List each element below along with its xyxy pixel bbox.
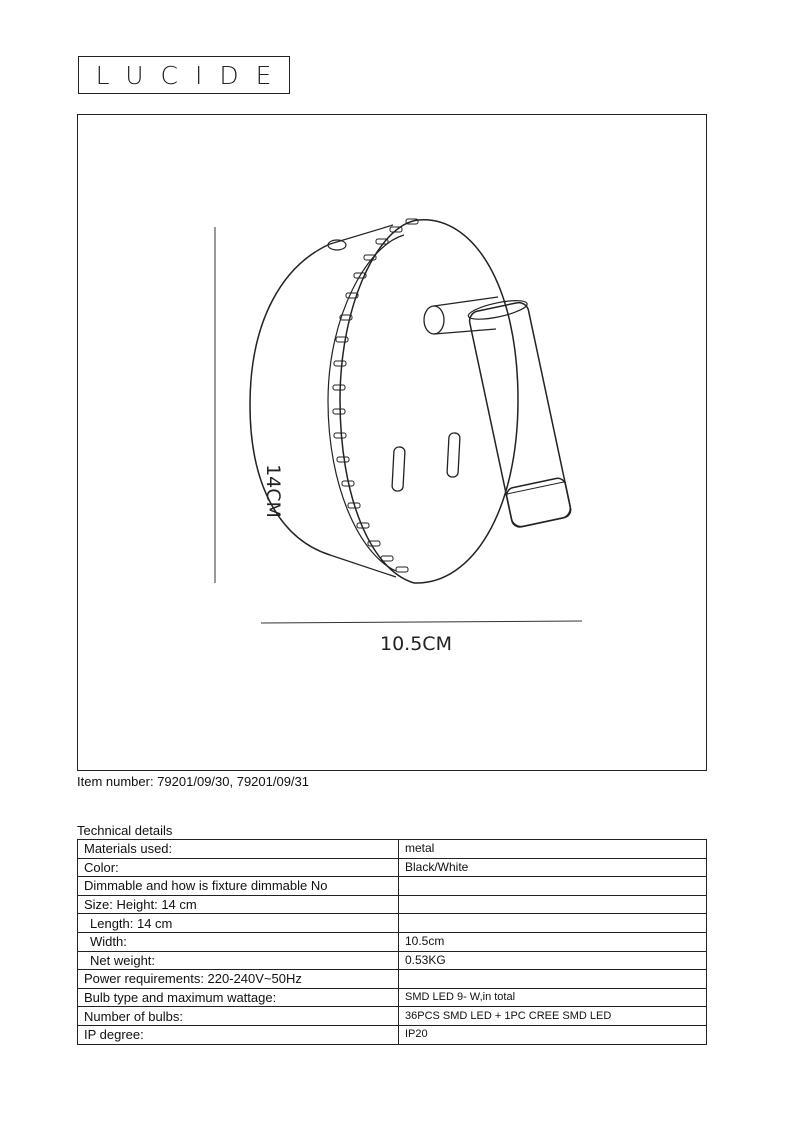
table-row [78,840,707,859]
spec-value: 0.53KG [399,951,707,970]
spec-value: 10.5cm [399,932,707,951]
spec-value [399,914,707,933]
table-row [78,932,707,951]
spec-label: Bulb type and maximum wattage: [78,988,399,1007]
ring-ridges [333,219,418,572]
spec-value: SMD LED 9- W,in total [399,988,707,1007]
table-row [78,988,707,1007]
spec-label: Dimmable and how is fixture dimmable No [78,877,399,896]
table-row [78,970,707,989]
width-dimension-label: 10.5CM [380,633,452,655]
spec-label: Size: Height: 14 cm [78,895,399,914]
spec-label: Number of bulbs: [78,1007,399,1026]
spec-value: Black/White [399,858,707,877]
table-row [78,1025,707,1044]
table-row [78,914,707,933]
spec-label: Net weight: [78,951,399,970]
brand-logo-text: LUCIDE [95,60,289,90]
spec-value: metal [399,840,707,859]
spec-value [399,970,707,989]
technical-details-table [77,839,707,1045]
product-drawing [77,114,707,771]
table-row [78,858,707,877]
table-row [78,1007,707,1026]
height-dimension-label: 14CM [261,464,284,518]
technical-details-title: Technical details [77,823,173,838]
spec-label: Power requirements: 220-240V~50Hz [78,970,399,989]
table-row [78,877,707,896]
spec-label: IP degree: [78,1025,399,1044]
spec-label: Color: [78,858,399,877]
brand-logo [78,56,290,94]
table-row [78,895,707,914]
spec-label: Width: [78,932,399,951]
spec-value [399,895,707,914]
item-number: Item number: 79201/09/30, 79201/09/31 [77,774,310,789]
spec-value: IP20 [399,1025,707,1044]
spec-label: Materials used: [78,840,399,859]
wall-lamp-illustration [78,115,708,772]
reading-arm [467,297,572,529]
table-row [78,951,707,970]
spec-value [399,877,707,896]
spec-label: Length: 14 cm [78,914,399,933]
spec-value: 36PCS SMD LED + 1PC CREE SMD LED [399,1007,707,1026]
